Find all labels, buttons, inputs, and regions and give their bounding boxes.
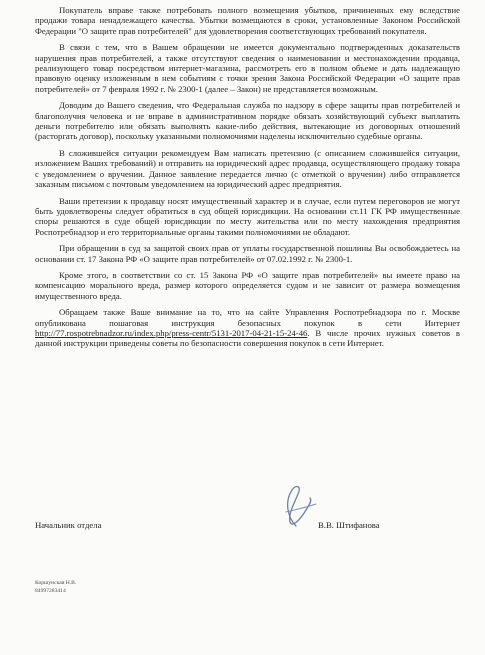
paragraph-court: Ваши претензии к продавцу носят имущественный характер и в случае, если путем переговоров не могут быть удовлетворены следует обратиться в суд общей юрисдикции. На основании ст.11 ГК РФ имущественные споры решаются в суде общей юрисдикции по месту жительства или по месту нахождения предприятия Роспотребнадзор и его территориальные органы такими полномочиями не обладают. [35, 195, 460, 237]
paragraph-authority: Доводим до Вашего сведения, что Федеральная служба по надзору в сфере защиты прав потребителей и благополучия человека и не вправе в административном порядке обязать хозяйствующий субъект выплатить деньги потребителю или обязать выполнять какие-либо действия, вытекающие из договорных отношений (расторгать договор), поскольку указанными полномочиями наделены исключительно судебные органы. [35, 100, 460, 142]
handwritten-signature [266, 482, 326, 530]
executor-name: Коршунская Н.В. [35, 580, 77, 586]
signer-name: В.В. Штифанова [318, 520, 380, 530]
paragraph-claim-advice: В сложившейся ситуации рекомендуем Вам написать претензию (с описанием сложившейся ситуации, изложением Ваших требований) и отправить на юридический адрес продавца, осуществляющего продажу товара с уведомлением о вручении. Данное заявление передается лично (с отметкой о вручении) либо отправляется заказным письмом с почтовым уведомлением на юридический адрес предприятия. [35, 147, 460, 190]
instruction-link[interactable]: http://77.rospotrebnadzor.ru/index.php/press-centr/5131-2017-04-21-15-24-46 [35, 327, 308, 338]
paragraph-state-duty: При обращении в суд за защитой своих прав от уплаты государственной пошлины Вы освобождаетесь на основании ст. 17 Закона РФ «О защите прав потребителей» от 07.02.1992 г. № 2300-1. [35, 243, 460, 264]
paragraph-no-evidence: В связи с тем, что в Вашем обращении не имеется документально подтвержденных доказательств нарушения прав потребителей, а также отсутствуют сведения о наименовании и местонахождении продавца, реализующего товар посредством интернет-магазина, рассмотреть его в полном объеме и дать надлежащую правовую оценку изложенным в нем событиям с точки зрения Закона Российской Федерации «О защите прав потребителей» от 7 февраля 1992 г. № 2300-1 (далее – Закон) не представляется возможным. [35, 42, 460, 94]
paragraph-instruction-start: Обращаем также Ваше внимание на то, что на сайте Управления Роспотребнадзора по г. Москве опубликована пошаговая инструкция безопасных покупок в сети Интернет [35, 307, 460, 328]
paragraph-moral-damage: Кроме этого, в соответствии со ст. 15 Закона РФ «О защите прав потребителей» вы имеете право на компенсацию морального вреда, размер которого определяется судом и не зависит от размера возмещения имущественного вреда. [35, 269, 460, 301]
paragraph-compensation: Покупатель вправе также потребовать полного возмещения убытков, причиненных ему вследствие продажи товара ненадлежащего качества. Убытки возмещаются в сроки, установленные Законом Российской Федерации "О защите прав потребителей" для удовлетворения соответствующих требований покупателя. [35, 5, 460, 36]
paragraph-instruction-end: . В числе прочих нужных советов в данной инструкции приведены советы по безопасности совершения покупок в сети Интернет. [35, 327, 460, 349]
executor-footer [35, 579, 76, 595]
signer-position: Начальник отдела [35, 520, 102, 530]
paragraph-instruction [35, 307, 460, 349]
executor-phone: 84997283414 [35, 588, 66, 594]
letter-body [35, 5, 460, 355]
